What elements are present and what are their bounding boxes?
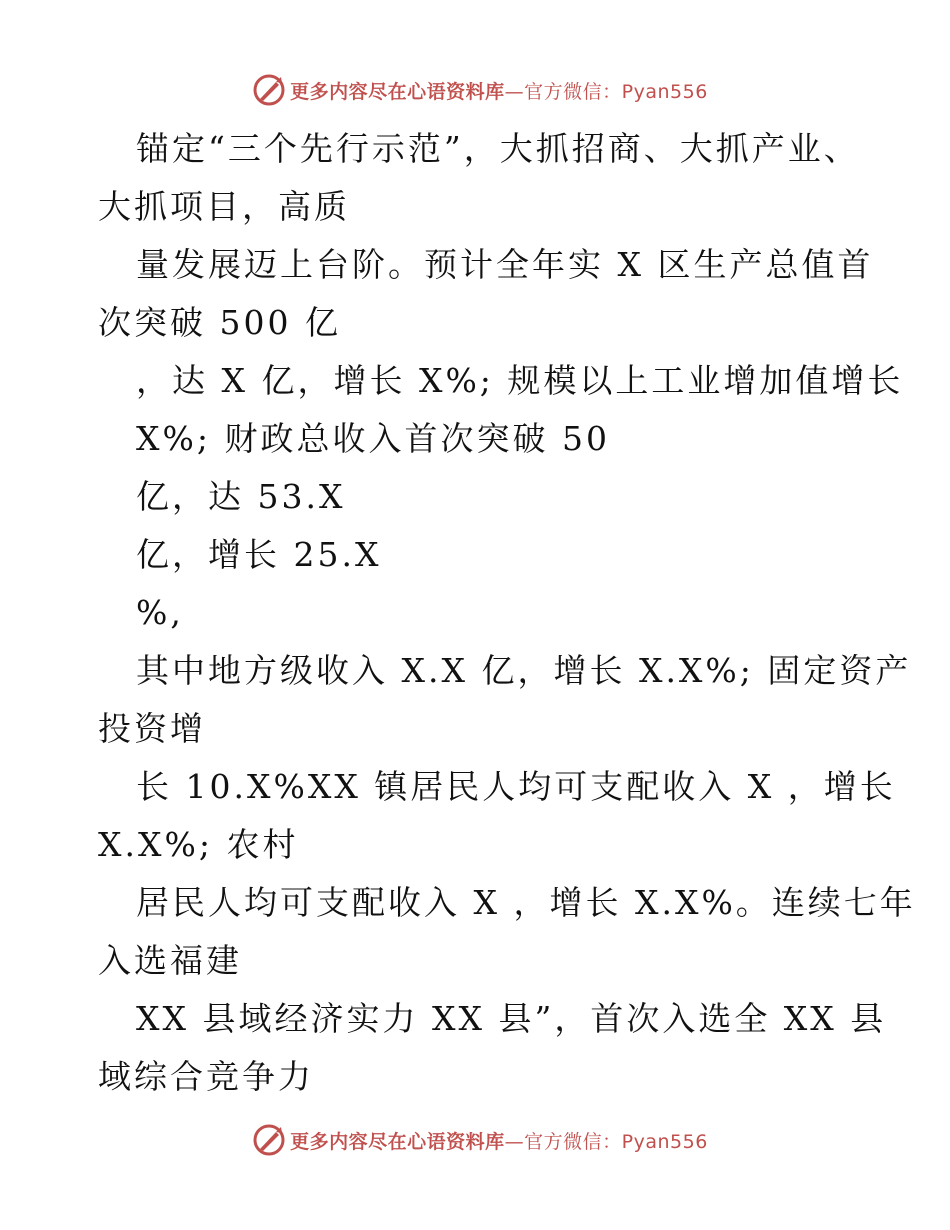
body-line: 亿，增长 25.X [136,535,382,574]
header-brand-text: 更多内容尽在心语资料库 [290,80,505,103]
header-wechat-text: 官方微信：Pyan556 [524,80,708,103]
quill-pen-logo-icon [252,1123,286,1157]
footer-wechat-text: 官方微信：Pyan556 [524,1130,708,1153]
header-banner-text [290,77,708,104]
body-line: %, [136,593,184,632]
body-line: 量发展迈上台阶。预计全年实 X 区生产总值首 [136,245,874,284]
body-line: 亿，达 53.X [136,477,346,516]
body-line: 次突破 500 亿 [98,303,341,342]
body-line: 锚定“三个先行示范”，大抓招商、大抓产业、 [136,129,860,168]
quill-pen-logo-icon [252,73,286,107]
header-banner-inner [252,73,708,107]
body-line: 域综合竞争力 [98,1057,314,1096]
footer-banner-inner [252,1123,708,1157]
body-line: 其中地方级收入 X.X 亿，增长 X.X%; 固定资产 [136,651,912,690]
body-line: 长 10.X%XX 镇居民人均可支配收入 X ，增长 [136,767,896,806]
body-line: 入选福建 [98,941,242,980]
body-line: XX 县域经济实力 XX 县”，首次入选全 XX 县 [136,999,887,1038]
body-line: 居民人均可支配收入 X ，增长 X.X%。连续七年 [136,883,916,922]
footer-banner [0,1120,950,1160]
footer-banner-text [290,1127,708,1154]
body-line: X.X%; 农村 [98,825,299,864]
footer-brand-text: 更多内容尽在心语资料库 [290,1130,505,1153]
footer-dash: — [504,1130,525,1153]
body-line: 大抓项目，高质 [98,187,350,226]
body-line: 投资增 [98,709,206,748]
header-banner [0,70,950,110]
body-line: ，达 X 亿，增长 X%; 规模以上工业增加值增长 [136,361,904,400]
header-dash: — [504,80,525,103]
body-line: X%; 财政总收入首次突破 50 [136,419,610,458]
